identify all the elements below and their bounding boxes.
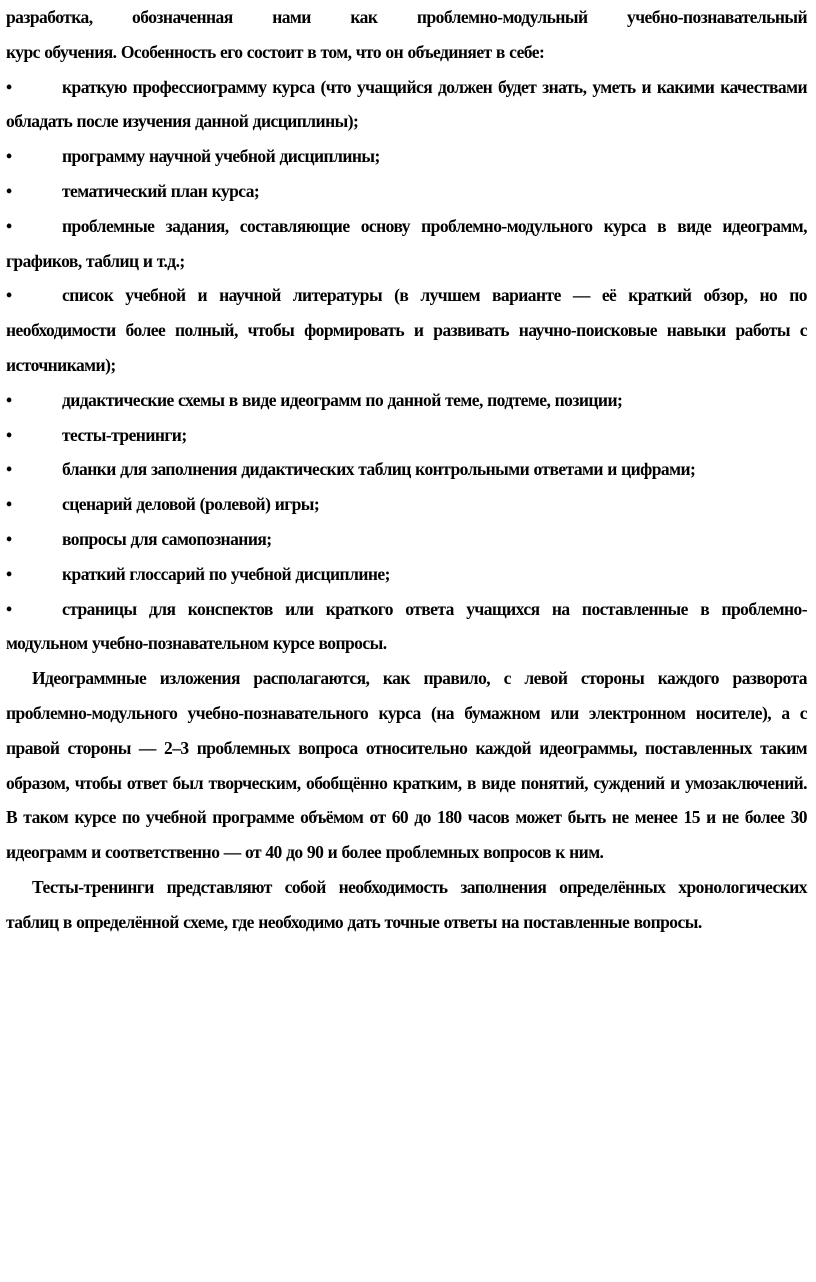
list-item: [6, 383, 807, 418]
list-item-text: тематический план курса;: [62, 180, 260, 201]
body-paragraph-tests: Тесты-тренинги представляют собой необходимость заполнения определённых хронологических таблиц в определённой схеме, где необходимо дать точные ответы на поставленные вопросы.: [6, 876, 807, 932]
list-item: [6, 418, 807, 453]
list-item: [6, 139, 807, 174]
list-item-text: бланки для заполнения дидактических таблиц контрольными ответами и цифрами;: [62, 459, 696, 480]
bullet-icon: •: [6, 215, 12, 236]
list-item-text: список учебной и научной литературы (в лучшем варианте — её краткий обзор, но по необходимости более полный, чтобы формировать и развивать научно-поисковые навыки работы с источниками);: [6, 285, 807, 375]
intro-paragraph-cont: [6, 35, 807, 70]
bullet-icon: •: [6, 459, 12, 480]
bullet-icon: •: [6, 598, 12, 619]
list-item: [6, 278, 807, 382]
list-item: [6, 487, 807, 522]
intro-line-2: курс обучения. Особенность его состоит в том, что он объединяет в себе:: [6, 41, 545, 62]
bullet-icon: •: [6, 180, 12, 201]
bullet-icon: •: [6, 285, 12, 306]
bullet-icon: •: [6, 146, 12, 167]
list-item-text: программу научной учебной дисциплины;: [62, 146, 380, 167]
bullet-icon: •: [6, 528, 12, 549]
list-item-text: дидактические схемы в виде идеограмм по данной теме, подтеме, позиции;: [62, 389, 623, 410]
list-item-text: вопросы для самопознания;: [62, 528, 272, 549]
list-item-text: тесты-тренинги;: [62, 424, 187, 445]
list-item: [6, 174, 807, 209]
bullet-icon: •: [6, 563, 12, 584]
list-item-text: сценарий деловой (ролевой) игры;: [62, 494, 320, 515]
list-item: [6, 557, 807, 592]
list-item: [6, 592, 807, 662]
intro-paragraph: [6, 0, 807, 35]
bullet-icon: •: [6, 424, 12, 445]
list-item-text: краткую профессиограмму курса (что учащийся должен будет знать, уметь и какими качествами обладать после изучения данной дисциплины);: [6, 76, 807, 132]
list-item-text: проблемные задания, составляющие основу проблемно-модульного курса в виде идеограмм, графиков, таблиц и т.д.;: [6, 215, 807, 271]
body-paragraph-ideograms: Идеограммные изложения располагаются, как правило, с левой стороны каждого разворота проблемно-модульного учебно-познавательного курса (на бумажном или электронном носителе), а с правой стороны — 2–3 проблемных вопроса относительно каждой идеограммы, поставленных таким образом, чтобы ответ был творческим, обобщённо кратким, в виде понятий, суждений и умозаключений. В таком курсе по учебной программе объёмом от 60 до 180 часов может быть не менее 15 и не более 30 идеограмм и соответственно — от 40 до 90 и более проблемных вопросов к ним.: [6, 668, 807, 863]
intro-line-1: разработка, обозначенная нами как проблемно-модульный учебно-познавательный: [6, 7, 807, 27]
list-item-text: краткий глоссарий по учебной дисциплине;: [62, 563, 390, 584]
list-item: [6, 522, 807, 557]
list-item: [6, 209, 807, 279]
bullet-icon: •: [6, 76, 12, 97]
list-item: [6, 70, 807, 140]
bullet-icon: •: [6, 389, 12, 410]
list-item: [6, 452, 807, 487]
list-item-text: страницы для конспектов или краткого ответа учащихся на поставленные в проблемно-модульном учебно-познавательном курсе вопросы.: [6, 598, 807, 654]
bullet-icon: •: [6, 494, 12, 515]
